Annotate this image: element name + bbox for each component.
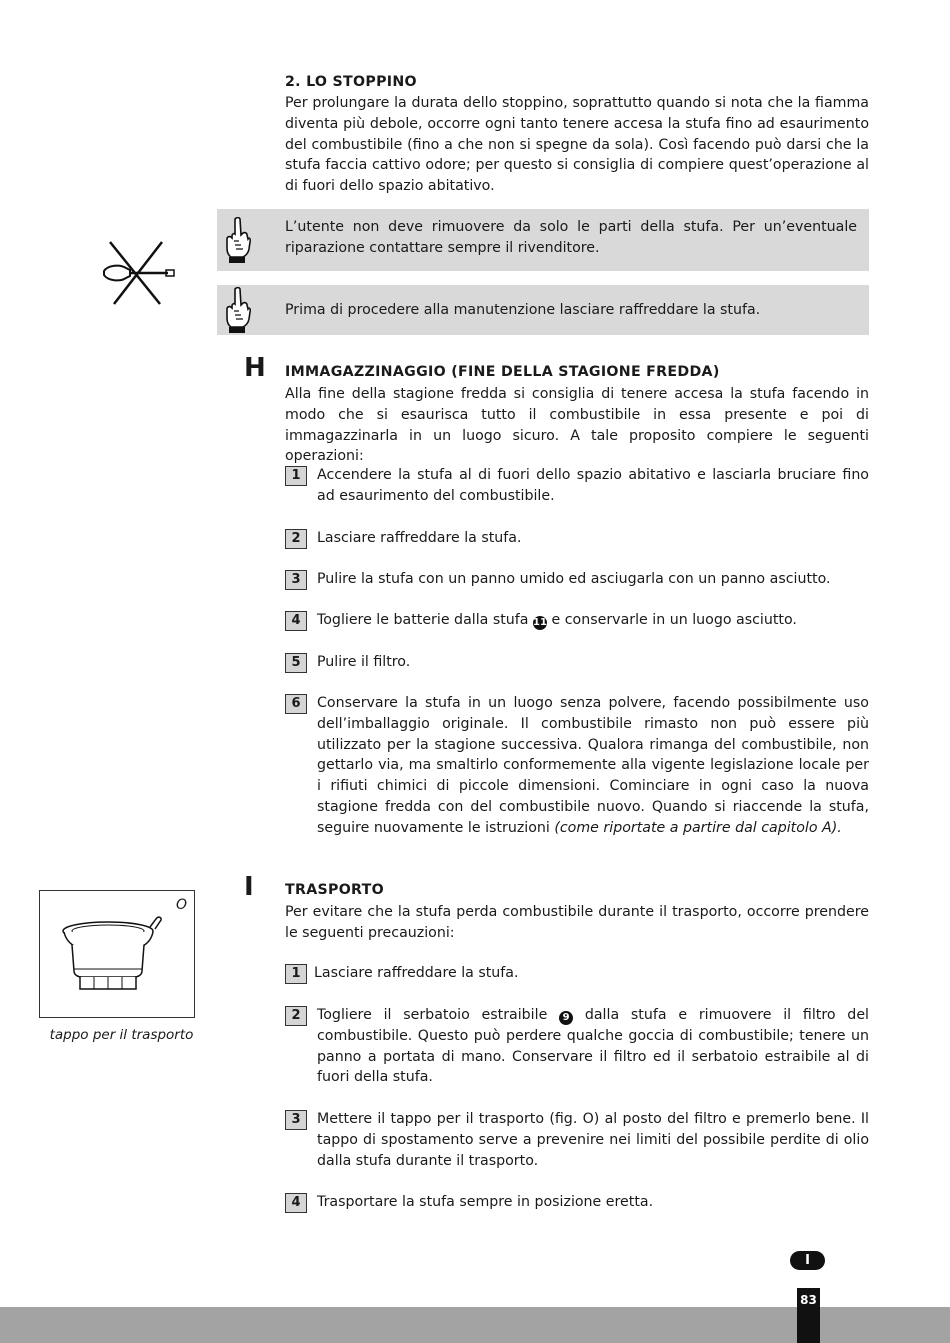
storage-step-5: Pulire il filtro. <box>317 654 411 670</box>
storage-step-3: Pulire la stufa con un panno umido ed asciugarla con un panno asciutto. <box>317 571 831 587</box>
section-letter-i: I <box>244 872 254 902</box>
transport-step-3: Mettere il tappo per il trasporto (fig. O) al posto del filtro e premerlo bene. Il tappo di spostamento serve a prevenire nei limiti del possibile perdite di olio dalla stufa durante il trasporto. <box>317 1111 869 1169</box>
figure-caption: tappo per il trasporto <box>49 1027 194 1043</box>
page-number-tab <box>797 1288 820 1343</box>
step-number: 5 <box>285 653 307 673</box>
no-screwdriver-icon <box>100 238 178 308</box>
part-ref-11: 11 <box>533 617 547 628</box>
step-number: 3 <box>285 570 307 590</box>
step-2-text-after: dalla stufa e rimuovere il filtro del combustibile. Questo può perdere qualche goccia di combustibile; tenere un panno a portata di mano. Conservare il filtro ed il serbatoio estraibile al di fuori della stufa. <box>317 1007 869 1086</box>
storage-step-1: Accendere la stufa al di fuori dello spazio abitativo e lasciarla bruciare fino ad esaurimento del combustibile. <box>317 467 869 504</box>
step-4-text-after: e conservarle in un luogo asciutto. <box>551 612 797 628</box>
step-number: 1 <box>285 466 307 486</box>
step-2-text-before: Togliere il serbatoio estraibile <box>317 1007 548 1023</box>
note-cooldown-text: Prima di procedere alla manutenzione lasciare raffreddare la stufa. <box>285 302 761 318</box>
step-number: 2 <box>285 529 307 549</box>
page-number: 83 <box>800 1293 817 1307</box>
transport-step-4: Trasportare la stufa sempre in posizione eretta. <box>317 1194 654 1210</box>
pointing-hand-icon <box>225 217 251 265</box>
figure-o-frame <box>39 890 195 1018</box>
pointing-hand-icon <box>225 287 251 335</box>
transport-heading: TRASPORTO <box>285 882 384 898</box>
part-ref-9: 9 <box>559 1011 573 1025</box>
storage-step-4 <box>317 610 869 631</box>
note-box-repair <box>217 209 869 271</box>
storage-step-6 <box>317 693 869 839</box>
note-box-cooldown <box>217 285 869 335</box>
storage-step-2: Lasciare raffreddare la stufa. <box>317 530 522 546</box>
note-repair-text: L’utente non deve rimuovere da solo le parti della stufa. Per un’eventuale riparazione contattare sempre il rivenditore. <box>285 219 857 256</box>
storage-heading: IMMAGAZZINAGGIO (FINE DELLA STAGIONE FREDDA) <box>285 364 720 380</box>
wick-heading: 2. LO STOPPINO <box>285 74 417 90</box>
step-number: 1 <box>285 964 307 984</box>
step-6-italic: (come riportate a partire dal capitolo A). <box>554 819 842 836</box>
step-number: 4 <box>285 611 307 631</box>
storage-intro: Alla fine della stagione fredda si consiglia di tenere accesa la stufa facendo in modo che si esaurisca tutto il combustibile in essa presente e poi di immagazzinarla in un luogo sicuro. A tale proposito compiere le seguenti operazioni: <box>285 386 869 465</box>
transport-step-1: Lasciare raffreddare la stufa. <box>314 965 519 981</box>
step-number: 4 <box>285 1193 307 1213</box>
step-number: 2 <box>285 1006 307 1026</box>
step-number: 6 <box>285 694 307 714</box>
step-6-text: Conservare la stufa in un luogo senza polvere, facendo possibilmente uso dell’imballaggio originale. Il combustibile rimasto non può essere più utilizzato per la stagione successiva. Qualora rimanga del combustibile, non gettarlo via, ma smaltirlo conformemente alla vigente legislazione locale per i rifiuti chimici di piccole dimensioni. Cominciare in ogni caso la nuova stagione fredda con del combustibile nuovo. Quando si riaccende la stufa, seguire nuovamente le istruzioni <box>317 695 869 836</box>
figure-label: O <box>175 897 187 913</box>
step-4-text-before: Togliere le batterie dalla stufa <box>317 612 529 628</box>
language-badge: I <box>790 1251 825 1270</box>
step-number: 3 <box>285 1110 307 1130</box>
transport-cap-icon <box>58 911 168 1011</box>
section-letter-h: H <box>244 353 266 383</box>
wick-paragraph: Per prolungare la durata dello stoppino, soprattutto quando si nota che la fiamma diventa più debole, occorre ogni tanto tenere accesa la stufa fino ad esaurimento del combustibile (fino a che non si spegne da sola). Così facendo può darsi che la stufa faccia cattivo odore; per questo si consiglia di compiere quest’operazione al di fuori dello spazio abitativo. <box>285 95 869 195</box>
transport-intro: Per evitare che la stufa perda combustibile durante il trasporto, occorre prendere le seguenti precauzioni: <box>285 904 869 941</box>
transport-step-2 <box>317 1005 869 1088</box>
